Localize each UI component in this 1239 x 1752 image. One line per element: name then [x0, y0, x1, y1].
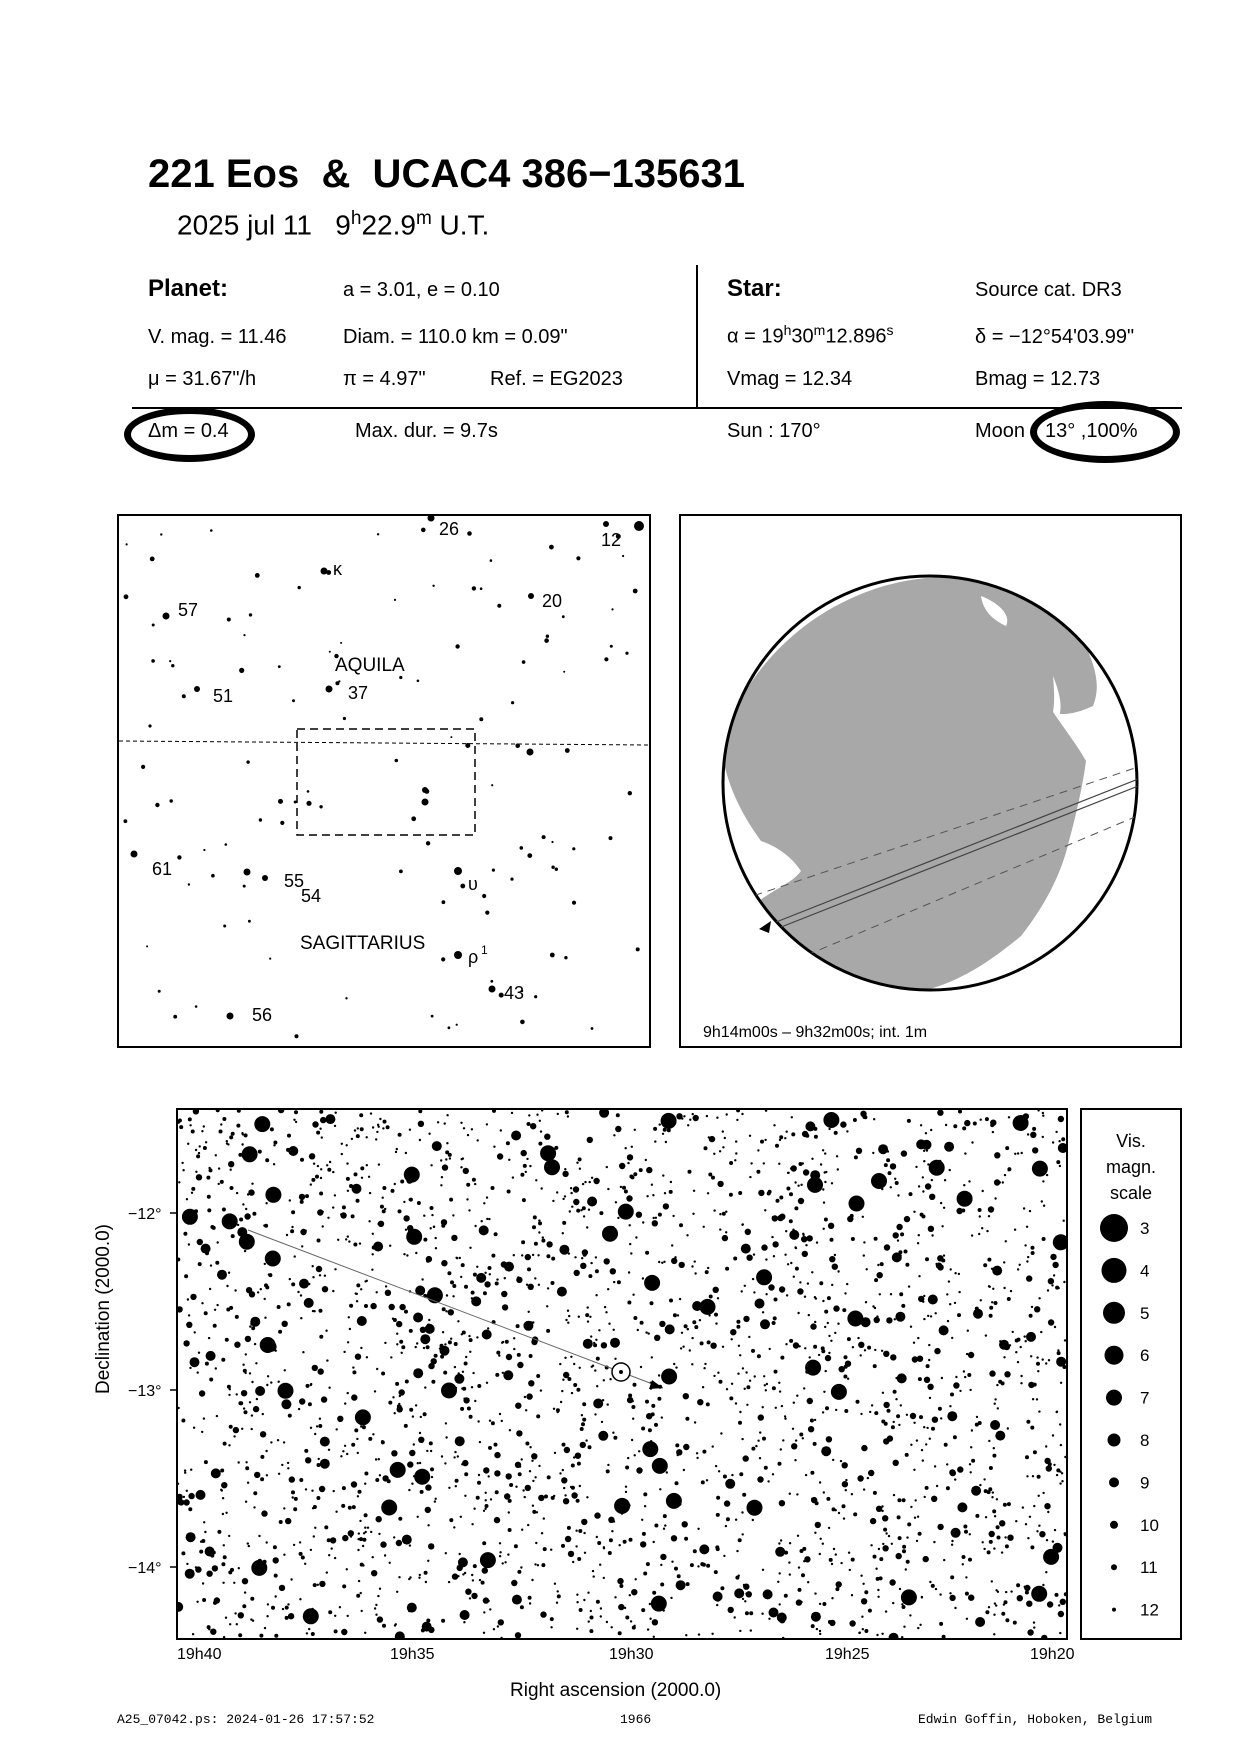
- finder-star: [171, 664, 174, 667]
- finder-star: [151, 659, 155, 663]
- finder-star: [479, 717, 483, 721]
- planet-motion: μ = 31.67"/h: [148, 368, 257, 390]
- finder-star: [448, 1026, 451, 1029]
- finder-star: [394, 599, 396, 601]
- finder-star: [482, 894, 486, 898]
- star-delta: δ = −12°54'03.99": [975, 326, 1135, 348]
- finder-star: [124, 594, 129, 599]
- finder-star: [146, 945, 148, 947]
- finder-star: [549, 545, 554, 550]
- scale-label-3: 3: [1140, 1219, 1150, 1238]
- star-label-37: 37: [348, 683, 369, 703]
- star-source: Source cat. DR3: [975, 279, 1122, 301]
- finder-star: [520, 1020, 525, 1025]
- ecliptic-line: [119, 741, 649, 745]
- finder-star: [456, 1024, 458, 1026]
- table-divider: [132, 407, 1182, 409]
- alpha-h-unit: h: [783, 322, 792, 338]
- alpha-s-unit: s: [886, 322, 894, 338]
- finder-star: [485, 911, 489, 915]
- finder-star: [460, 884, 465, 889]
- finder-star: [126, 543, 128, 545]
- scale-label-6: 6: [1140, 1346, 1150, 1366]
- finder-star: [527, 853, 532, 858]
- star-label-26: 26: [439, 519, 460, 539]
- finder-star: [141, 765, 145, 769]
- finder-star: [421, 528, 426, 533]
- x-tick-19h35: 19h35: [390, 1646, 435, 1663]
- star-label-56: 56: [252, 1005, 273, 1025]
- planet-heading: Planet:: [148, 275, 229, 302]
- finder-chart: [117, 514, 651, 1048]
- star-label-51: 51: [213, 686, 234, 706]
- scale-label-10: 10: [1140, 1515, 1159, 1535]
- star-label-kappa: κ: [333, 559, 342, 579]
- finder-star: [563, 671, 565, 673]
- finder-star: [633, 589, 638, 594]
- earth-globe: [681, 516, 1180, 1046]
- star-label-rho: ρ: [468, 947, 479, 967]
- star-label-61: 61: [152, 859, 173, 879]
- detail-axes: [120, 1108, 1120, 1708]
- scale-dot-8: [1108, 1434, 1121, 1447]
- scale-dot-4: [1102, 1258, 1127, 1283]
- moon-value: 13° ,100%: [1045, 420, 1138, 442]
- star-label-upsilon: υ: [468, 874, 478, 894]
- finder-star: [551, 866, 554, 869]
- scale-dot-9: [1109, 1477, 1119, 1487]
- x-tick-19h20: 19h20: [1030, 1646, 1075, 1663]
- finder-star: [450, 736, 452, 738]
- y-tick-12: −12°: [128, 1206, 162, 1223]
- finder-star: [492, 869, 495, 872]
- finder-star: [441, 957, 445, 961]
- finder-star: [455, 644, 459, 648]
- star-label-54: 54: [301, 886, 322, 906]
- finder-star: [520, 846, 524, 850]
- finder-star: [424, 789, 429, 794]
- finder-star: [565, 748, 570, 753]
- star-label-57: 57: [178, 600, 199, 620]
- finder-star: [227, 1013, 234, 1020]
- finder-stars: [124, 516, 645, 1038]
- y-tick-13: −13°: [128, 1383, 162, 1400]
- finder-star: [411, 816, 416, 821]
- finder-star: [428, 516, 435, 522]
- finder-star: [160, 533, 162, 535]
- x-tick-19h25: 19h25: [825, 1646, 870, 1663]
- finder-star: [417, 680, 420, 683]
- finder-star: [278, 799, 283, 804]
- finder-star: [131, 851, 138, 858]
- finder-star: [306, 801, 311, 806]
- finder-star: [542, 835, 546, 839]
- finder-star: [340, 642, 342, 644]
- finder-star: [609, 836, 613, 840]
- planet-parallax: π = 4.97": [343, 368, 426, 390]
- finder-star: [225, 843, 228, 846]
- finder-star: [203, 849, 205, 851]
- scale-dot-10: [1110, 1521, 1118, 1529]
- finder-star: [490, 559, 493, 562]
- moon-label: Moon: [975, 420, 1026, 442]
- finder-star: [491, 784, 493, 786]
- finder-star: [511, 701, 514, 704]
- finder-star: [150, 557, 155, 562]
- finder-star: [148, 724, 151, 727]
- delta-mag-highlight: [124, 407, 255, 462]
- finder-star: [497, 604, 501, 608]
- alpha-sec: 12.896: [825, 325, 887, 348]
- finder-star: [610, 645, 613, 648]
- finder-star: [634, 521, 644, 531]
- finder-star: [278, 665, 281, 668]
- scale-dot-6: [1105, 1346, 1124, 1365]
- star-label-43: 43: [504, 983, 525, 1003]
- finder-star: [432, 585, 434, 587]
- finder-star: [625, 652, 628, 655]
- scale-label-7: 7: [1140, 1388, 1150, 1408]
- finder-star: [158, 990, 161, 993]
- finder-star: [124, 819, 128, 823]
- finder-star: [472, 586, 476, 590]
- finder-star: [269, 958, 271, 960]
- event-minute: 22.9: [361, 209, 416, 241]
- star-vmag: Vmag = 12.34: [727, 368, 853, 390]
- finder-star: [572, 901, 576, 905]
- scale-label-4: 4: [1140, 1261, 1150, 1281]
- star-bmag: Bmag = 12.73: [975, 368, 1101, 390]
- finder-star: [243, 885, 246, 888]
- finder-star: [280, 821, 284, 825]
- finder-star: [307, 790, 310, 793]
- column-divider: [696, 265, 698, 407]
- constellation-aquila: AQUILA: [335, 655, 405, 676]
- finder-star: [636, 947, 640, 951]
- finder-star: [210, 529, 213, 532]
- event-hour: 9: [335, 209, 351, 241]
- finder-star: [170, 799, 173, 802]
- finder-star: [534, 995, 537, 998]
- y-axis-label: Declination (2000.0): [93, 1223, 114, 1395]
- finder-star: [572, 847, 575, 850]
- finder-star: [603, 521, 609, 527]
- finder-star: [321, 568, 328, 575]
- finder-star: [576, 556, 580, 560]
- finder-star: [622, 555, 624, 557]
- x-axis-label: Right ascension (2000.0): [510, 1680, 722, 1701]
- finder-star: [243, 634, 245, 636]
- finder-star: [490, 980, 493, 983]
- finder-star: [395, 759, 399, 763]
- moon-highlight: [1030, 401, 1180, 463]
- finder-star: [454, 867, 462, 875]
- finder-star: [155, 803, 159, 807]
- scale-dot-3: [1100, 1214, 1128, 1242]
- finder-star: [546, 635, 549, 638]
- finder-star: [188, 883, 190, 885]
- y-tick-14: −14°: [128, 1560, 162, 1577]
- time-suffix: U.T.: [439, 209, 490, 241]
- finder-star: [399, 676, 402, 679]
- finder-star: [152, 624, 155, 627]
- finder-star: [528, 593, 534, 599]
- finder-star: [177, 855, 181, 859]
- finder-star: [329, 651, 331, 653]
- finder-star: [467, 531, 472, 536]
- globe-caption: 9h14m00s – 9h32m00s; int. 1m: [703, 1024, 928, 1041]
- finder-star: [163, 613, 170, 620]
- finder-star: [326, 570, 331, 575]
- finder-star: [182, 694, 186, 698]
- planet-vmag: V. mag. = 11.46: [148, 326, 287, 348]
- finder-star: [544, 638, 549, 643]
- finder-star: [480, 587, 483, 590]
- footer-number: 1966: [620, 1712, 652, 1727]
- finder-star: [522, 660, 526, 664]
- planet-orbit: a = 3.01, e = 0.10: [343, 279, 500, 301]
- y-axis-label-wrap: [84, 1223, 124, 1395]
- finder-star: [564, 956, 567, 959]
- finder-star: [550, 953, 555, 958]
- finder-star: [259, 818, 262, 821]
- finder-star: [527, 749, 534, 756]
- finder-star: [442, 900, 446, 904]
- finder-star: [510, 878, 513, 881]
- max-duration: Max. dur. = 9.7s: [355, 420, 498, 442]
- planet-diameter: Diam. = 110.0 km = 0.09": [343, 326, 568, 348]
- alpha-m-unit: m: [813, 322, 826, 338]
- star-label-rho-index: 1: [481, 943, 488, 957]
- star-heading: Star:: [727, 275, 782, 302]
- finder-star: [319, 805, 322, 808]
- finder-star: [211, 874, 215, 878]
- finder-star: [246, 760, 249, 763]
- scale-label-9: 9: [1140, 1473, 1150, 1493]
- scale-title-line2: magn.: [1105, 1157, 1157, 1177]
- finder-star: [555, 868, 558, 871]
- finder-star: [628, 791, 632, 795]
- scale-dot-7: [1106, 1390, 1122, 1406]
- finder-star: [295, 1034, 299, 1038]
- scale-dot-5: [1103, 1302, 1125, 1324]
- finder-star: [454, 951, 462, 959]
- finder-star: [249, 613, 252, 616]
- scale-label-11: 11: [1140, 1558, 1158, 1578]
- finder-star: [422, 799, 429, 806]
- x-tick-19h30: 19h30: [609, 1646, 654, 1663]
- scale-dot-12: [1112, 1608, 1116, 1612]
- minute-unit: m: [415, 208, 432, 229]
- star-label-55: 55: [284, 871, 305, 891]
- finder-star: [343, 717, 346, 720]
- star-label-12: 12: [601, 530, 622, 550]
- finder-star: [399, 870, 403, 874]
- finder-star: [345, 997, 347, 999]
- alpha-prefix: α = 19: [727, 325, 784, 348]
- alpha-min: 30: [791, 325, 814, 348]
- x-tick-19h40: 19h40: [177, 1646, 222, 1663]
- sun-elongation: Sun : 170°: [727, 420, 821, 442]
- finder-star: [292, 699, 295, 702]
- page-title: 221 Eos & UCAC4 386−135631: [148, 152, 746, 196]
- finder-star: [604, 657, 608, 661]
- finder-star: [298, 586, 301, 589]
- footer-file: A25_07042.ps: 2024-01-26 17:57:52: [117, 1712, 375, 1727]
- scale-label-8: 8: [1140, 1431, 1150, 1450]
- event-datetime: [177, 208, 489, 241]
- constellation-sagittarius: SAGITTARIUS: [300, 933, 426, 954]
- finder-star: [239, 668, 244, 673]
- detail-field-box: [297, 729, 475, 835]
- earth-map-panel: [679, 514, 1182, 1048]
- finder-star: [227, 618, 231, 622]
- finder-star: [248, 920, 251, 923]
- scale-title-line3: scale: [1109, 1183, 1153, 1203]
- finder-star: [255, 573, 260, 578]
- finder-star: [338, 680, 340, 682]
- finder-star: [195, 1005, 198, 1008]
- finder-star: [377, 533, 379, 535]
- finder-star: [431, 1015, 434, 1018]
- event-date: 2025 jul 11: [177, 209, 312, 241]
- scale-dot-11: [1111, 1564, 1117, 1570]
- magnitude-scale: [1080, 1108, 1182, 1640]
- finder-star: [262, 875, 268, 881]
- finder-star: [244, 869, 251, 876]
- footer-author: Edwin Goffin, Hoboken, Belgium: [918, 1712, 1153, 1727]
- finder-star: [173, 1015, 177, 1019]
- scale-label-5: 5: [1140, 1303, 1150, 1323]
- finder-star: [611, 608, 613, 610]
- finder-star: [591, 1027, 594, 1030]
- finder-star: [551, 841, 553, 843]
- finder-star: [489, 986, 496, 993]
- finder-star: [426, 841, 430, 845]
- planet-ref: Ref. = EG2023: [490, 368, 623, 390]
- direction-arrow: [759, 921, 771, 933]
- finder-star: [194, 686, 200, 692]
- scale-label-12: 12: [1140, 1600, 1159, 1620]
- finder-star: [169, 660, 171, 662]
- star-alpha: [727, 322, 894, 349]
- finder-star: [326, 686, 333, 693]
- delta-mag: Δm = 0.4: [148, 420, 229, 442]
- scale-title-line1: Vis.: [1116, 1131, 1146, 1151]
- star-label-20: 20: [542, 591, 563, 611]
- finder-star: [562, 615, 565, 618]
- finder-star: [499, 993, 504, 998]
- scale-dots: [1082, 1110, 1180, 1638]
- finder-star: [223, 925, 226, 928]
- hour-unit: h: [350, 208, 362, 229]
